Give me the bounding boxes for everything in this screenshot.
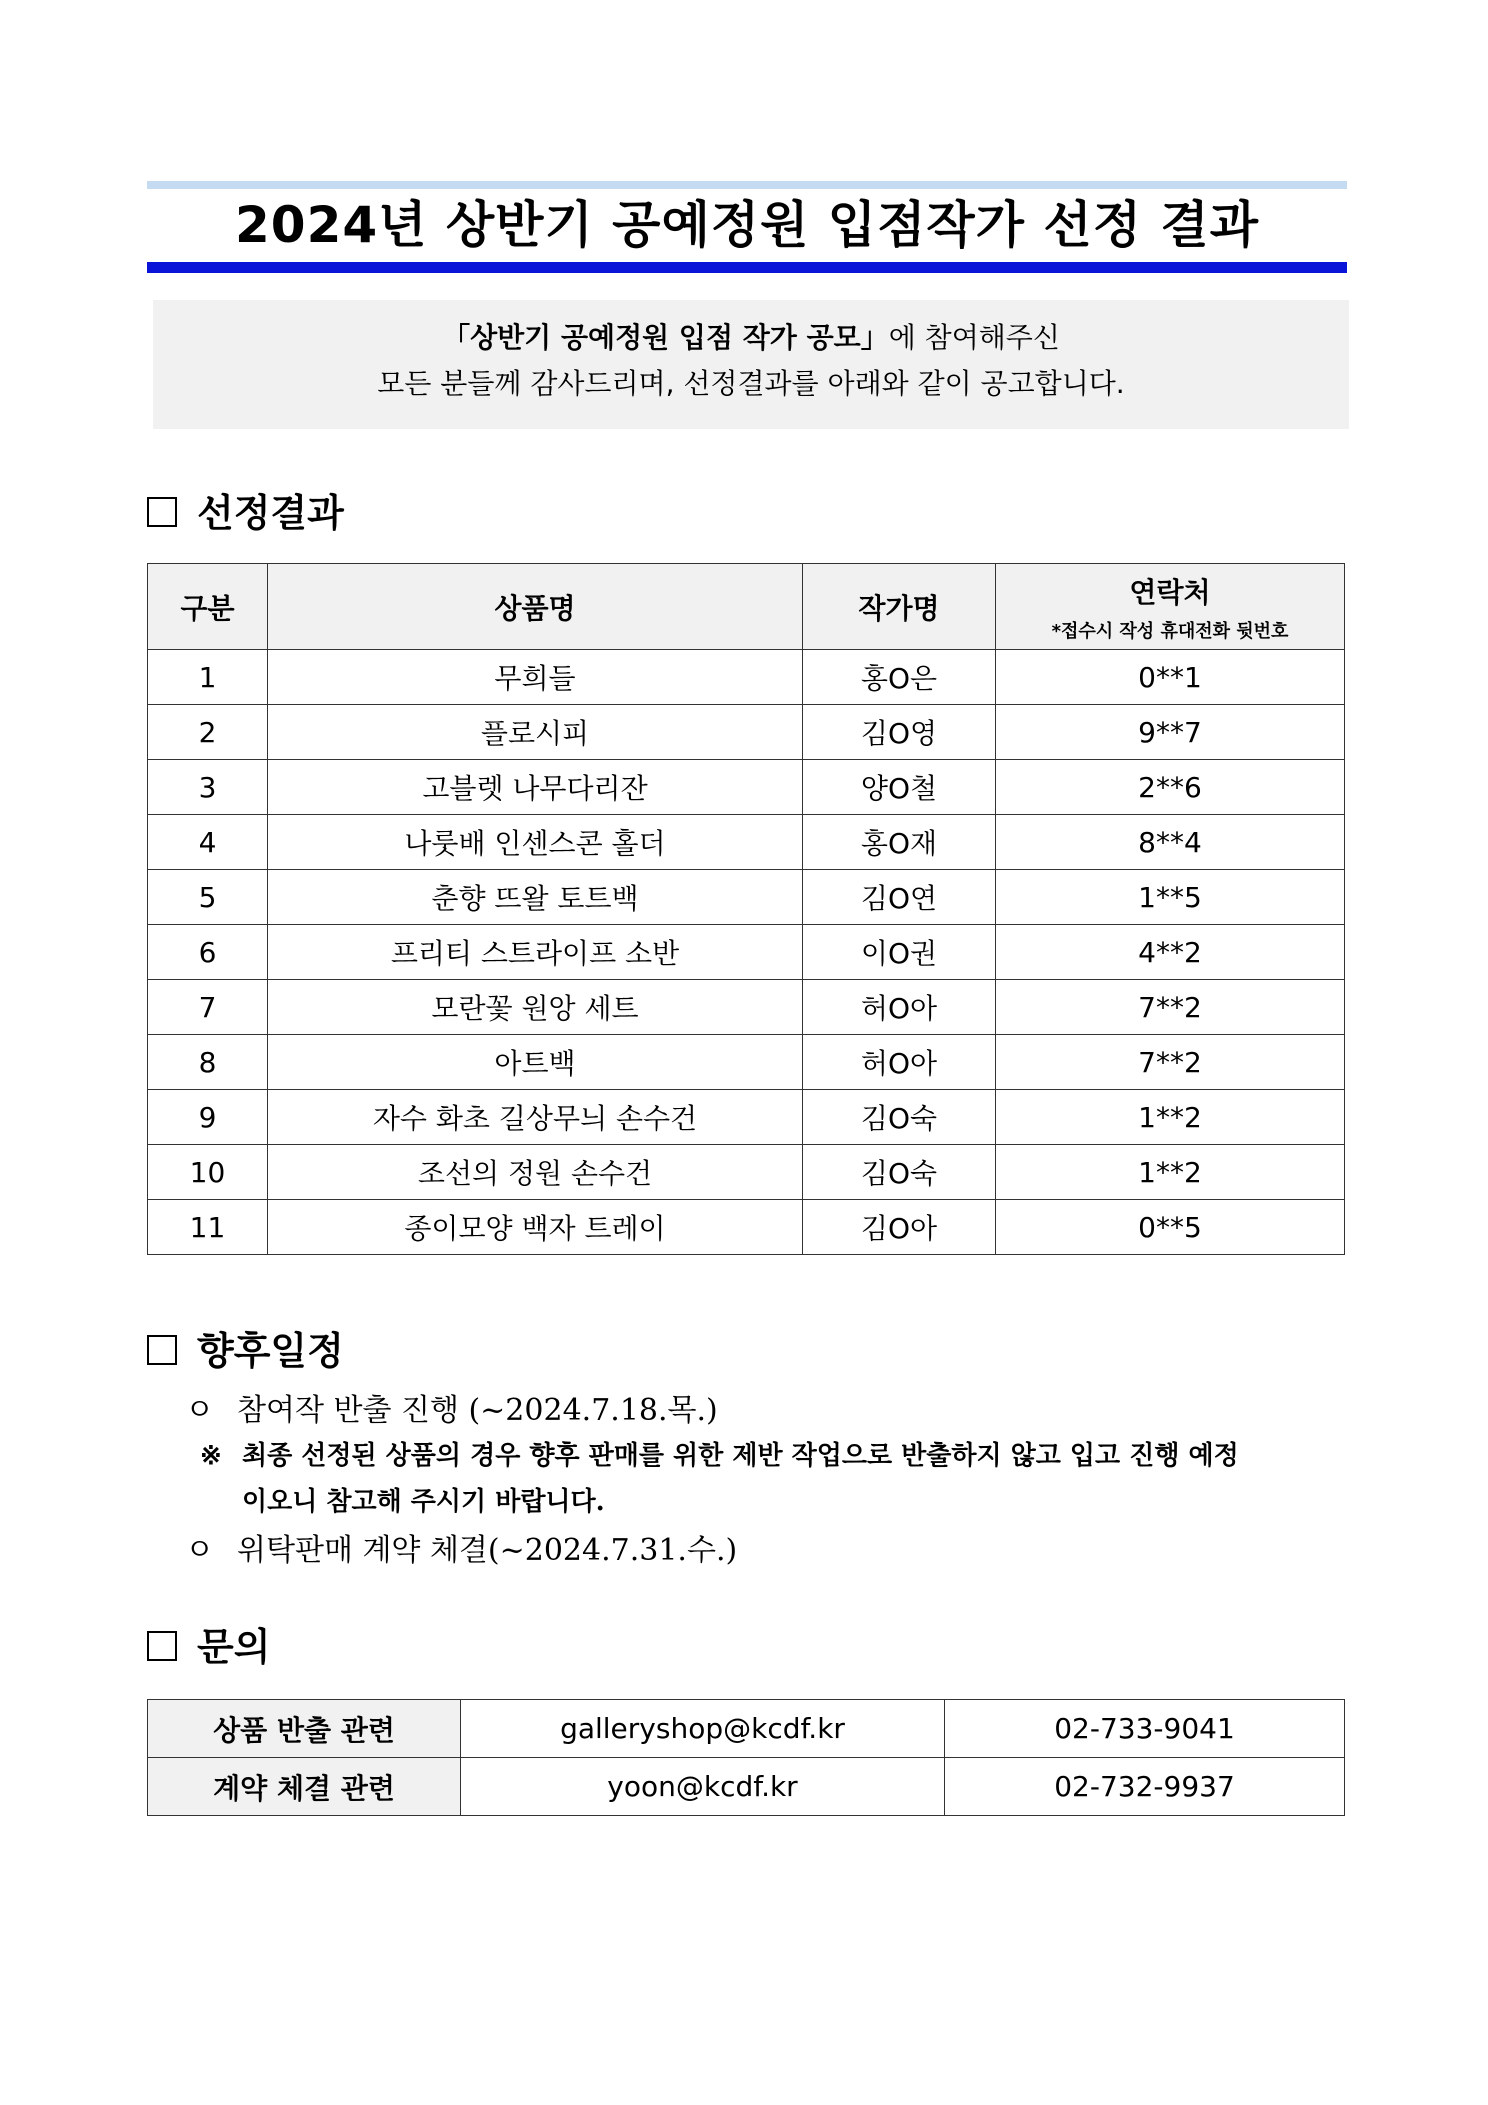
checkbox-square-icon [147, 1335, 177, 1365]
inquiry-label: 계약 체결 관련 [148, 1758, 461, 1816]
table-row [148, 1200, 1345, 1255]
cell-no: 3 [148, 760, 268, 815]
title-bottom-bar [147, 262, 1347, 273]
header-contact [996, 564, 1345, 650]
bullet-circle-icon: ㅇ [185, 1533, 214, 1568]
cell-contact: 0**1 [996, 650, 1345, 705]
cell-contact: 8**4 [996, 815, 1345, 870]
cell-contact: 1**5 [996, 870, 1345, 925]
section-heading-result-label: 선정결과 [197, 491, 344, 535]
inquiry-label: 상품 반출 관련 [148, 1700, 461, 1758]
cell-contact: 7**2 [996, 1035, 1345, 1090]
cell-no: 9 [148, 1090, 268, 1145]
table-row [148, 870, 1345, 925]
header-artist: 작가명 [803, 564, 996, 650]
cell-product: 고블렛 나무다리잔 [268, 760, 803, 815]
table-row [148, 1758, 1345, 1816]
cell-artist: 김O숙 [803, 1090, 996, 1145]
header-no: 구분 [148, 564, 268, 650]
header-contact-label: 연락처 [1129, 575, 1211, 609]
cell-product: 종이모양 백자 트레이 [268, 1200, 803, 1255]
intro-line-1-rest: 에 참여해주신 [888, 321, 1060, 354]
table-row [148, 1090, 1345, 1145]
schedule-item-2 [185, 1525, 737, 1569]
cell-no: 4 [148, 815, 268, 870]
result-table [147, 563, 1345, 1255]
inquiry-email: yoon@kcdf.kr [461, 1758, 945, 1816]
table-row [148, 980, 1345, 1035]
cell-contact: 1**2 [996, 1090, 1345, 1145]
schedule-note-line-1-text: 최종 선정된 상품의 경우 향후 판매를 위한 제반 작업으로 반출하지 않고 입고 진행 예정 [242, 1441, 1239, 1471]
reference-mark-icon: ※ [200, 1441, 222, 1471]
cell-artist: 홍O재 [803, 815, 996, 870]
bullet-circle-icon: ㅇ [185, 1393, 214, 1428]
result-table-header-row [148, 564, 1345, 650]
cell-no: 10 [148, 1145, 268, 1200]
cell-no: 1 [148, 650, 268, 705]
cell-artist: 허O아 [803, 1035, 996, 1090]
cell-artist: 이O권 [803, 925, 996, 980]
cell-contact: 9**7 [996, 705, 1345, 760]
inquiry-table [147, 1699, 1345, 1816]
checkbox-square-icon [147, 1631, 177, 1661]
intro-line-2: 모든 분들께 감사드리며, 선정결과를 아래와 같이 공고합니다. [377, 367, 1125, 400]
cell-contact: 2**6 [996, 760, 1345, 815]
table-row [148, 650, 1345, 705]
section-heading-schedule-label: 향후일정 [197, 1329, 344, 1373]
cell-no: 8 [148, 1035, 268, 1090]
cell-artist: 김O영 [803, 705, 996, 760]
table-row [148, 1700, 1345, 1758]
cell-product: 조선의 정원 손수건 [268, 1145, 803, 1200]
cell-product: 모란꽃 원앙 세트 [268, 980, 803, 1035]
table-row [148, 1145, 1345, 1200]
cell-no: 11 [148, 1200, 268, 1255]
header-product: 상품명 [268, 564, 803, 650]
intro-line-1 [153, 318, 1349, 358]
page-title: 2024년 상반기 공예정원 입점작가 선정 결과 [235, 196, 1259, 254]
cell-contact: 0**5 [996, 1200, 1345, 1255]
cell-product: 프리티 스트라이프 소반 [268, 925, 803, 980]
section-heading-inquiry-label: 문의 [197, 1625, 271, 1669]
cell-no: 2 [148, 705, 268, 760]
schedule-note-line-1 [200, 1433, 1360, 1479]
cell-product: 춘향 뜨왈 토트백 [268, 870, 803, 925]
cell-artist: 김O숙 [803, 1145, 996, 1200]
cell-contact: 4**2 [996, 925, 1345, 980]
cell-no: 5 [148, 870, 268, 925]
schedule-item-2-text: 위탁판매 계약 체결(~2024.7.31.수.) [237, 1533, 738, 1568]
table-row [148, 705, 1345, 760]
section-heading-result [147, 489, 344, 537]
section-heading-inquiry [147, 1623, 270, 1671]
cell-product: 아트백 [268, 1035, 803, 1090]
schedule-item-1-text: 참여작 반출 진행 (~2024.7.18.목.) [237, 1393, 718, 1428]
intro-contest-name: 「상반기 공예정원 입점 작가 공모」 [442, 321, 889, 354]
cell-artist: 김O연 [803, 870, 996, 925]
inquiry-email: galleryshop@kcdf.kr [461, 1700, 945, 1758]
schedule-note [200, 1433, 1360, 1525]
schedule-item-1 [185, 1385, 718, 1429]
cell-no: 6 [148, 925, 268, 980]
header-contact-note: *접수시 작성 휴대전화 뒷번호 [1051, 620, 1289, 642]
section-heading-schedule [147, 1327, 344, 1375]
inquiry-phone: 02-733-9041 [945, 1700, 1345, 1758]
inquiry-phone: 02-732-9937 [945, 1758, 1345, 1816]
cell-product: 나룻배 인센스콘 홀더 [268, 815, 803, 870]
title-top-bar [147, 181, 1347, 189]
cell-no: 7 [148, 980, 268, 1035]
cell-artist: 김O아 [803, 1200, 996, 1255]
cell-product: 무희들 [268, 650, 803, 705]
intro-box [153, 300, 1349, 429]
cell-artist: 양O철 [803, 760, 996, 815]
table-row [148, 815, 1345, 870]
cell-contact: 1**2 [996, 1145, 1345, 1200]
table-row [148, 1035, 1345, 1090]
cell-contact: 7**2 [996, 980, 1345, 1035]
checkbox-square-icon [147, 497, 177, 527]
schedule-note-line-2: 이오니 참고해 주시기 바랍니다. [242, 1487, 605, 1517]
cell-product: 플로시피 [268, 705, 803, 760]
cell-artist: 허O아 [803, 980, 996, 1035]
cell-artist: 홍O은 [803, 650, 996, 705]
table-row [148, 925, 1345, 980]
table-row [148, 760, 1345, 815]
cell-product: 자수 화초 길상무늬 손수건 [268, 1090, 803, 1145]
